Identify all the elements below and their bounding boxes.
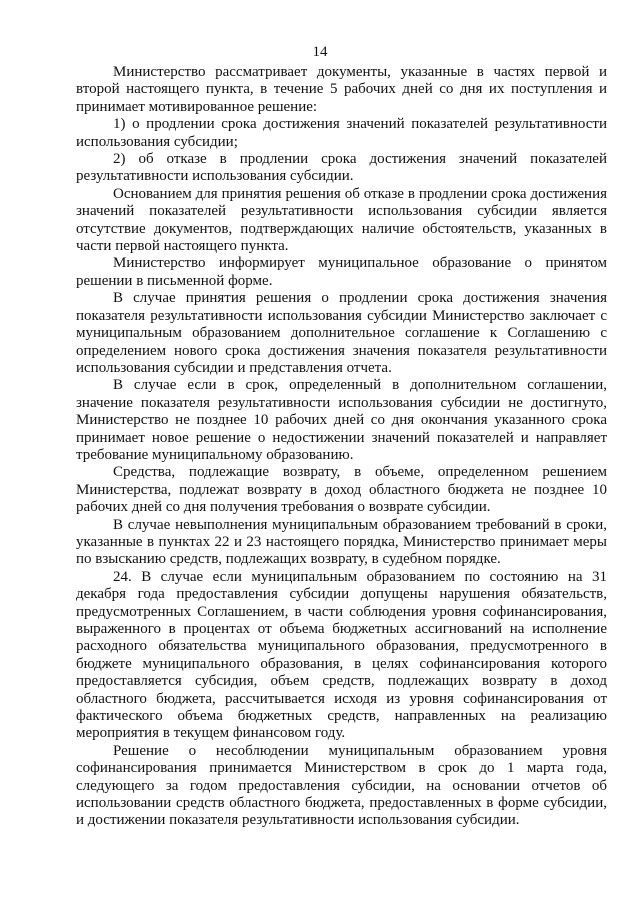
paragraph-court-recovery: В случае невыполнения муниципальным образованием требований в сроки, указанные в пунктах 22 и 23 настоящего порядка, Министерство принимает меры по взысканию средств, подлежащих возврату, в судебном порядке.: [76, 516, 607, 568]
paragraph-written-notice: Министерство информирует муниципальное образование о принятом решении в письменной форме.: [76, 255, 607, 289]
paragraph-review-documents: Министерство рассматривает документы, указанные в частях первой и второй настоящего пункта, в течение 5 рабочих дней со дня их поступления и принимает мотивированное решение:: [76, 64, 607, 115]
page-number: 14: [312, 44, 328, 60]
paragraph-option-refuse: 2) об отказе в продлении срока достижения значений показателей результативности использования субсидии.: [76, 151, 607, 185]
paragraph-new-decision: В случае если в срок, определенный в дополнительном соглашении, значение показателя результативности использования субсидии не достигнуто, Министерство не позднее 10 рабочих дней со дня окончания указанного срока принимает новое решение о недостижении значений показателей и направляет требование муниципальному образованию.: [76, 377, 607, 463]
paragraph-cofinancing-decision: Решение о несоблюдении муниципальным образованием уровня софинансирования принимается Министерством в срок до 1 марта года, следующего за годом предоставления субсидии, на основании отчетов об использовании средств областного бюджета, предоставленных в форме субсидии, и достижении показателя результативности использования субсидии.: [76, 742, 607, 829]
paragraph-refund-deadline: Средства, подлежащие возврату, в объеме, определенном решением Министерства, подлежат возврату в доход областного бюджета не позднее 10 рабочих дней со дня получения требования о возврате субсидии.: [76, 464, 607, 516]
paragraph-additional-agreement: В случае принятия решения о продлении срока достижения значения показателя результативности использования субсидии Министерство заключает с муниципальным образованием дополнительное соглашение к Соглашению с определением нового срока достижения значения показателя результативности использования субсидии и представления отчета.: [76, 290, 607, 376]
document-body: [76, 64, 607, 830]
paragraph-refusal-grounds: Основанием для принятия решения об отказе в продлении срока достижения значений показателей результативности использования субсидии является отсутствие документов, подтверждающих наличие обстоятельств, указанных в части первой настоящего пункта.: [76, 185, 607, 255]
paragraph-item-24: 24. В случае если муниципальным образованием по состоянию на 31 декабря года предоставления субсидии допущены нарушения обязательств, предусмотренных Соглашением, в части соблюдения уровня софинансирования, выраженного в процентах от объема бюджетных ассигнований на исполнение расходного обязательства муниципального образования, предусмотренного в бюджете муниципального образования, в целях софинансирования которого предоставляется субсидия, объем средств, подлежащих возврату в доход областного бюджета, рассчитывается исходя из уровня софинансирования от фактического объема бюджетных средств, направленных на реализацию мероприятия в текущем финансовом году.: [76, 568, 607, 742]
paragraph-option-extend: 1) о продлении срока достижения значений показателей результативности использования субсидии;: [76, 116, 607, 150]
